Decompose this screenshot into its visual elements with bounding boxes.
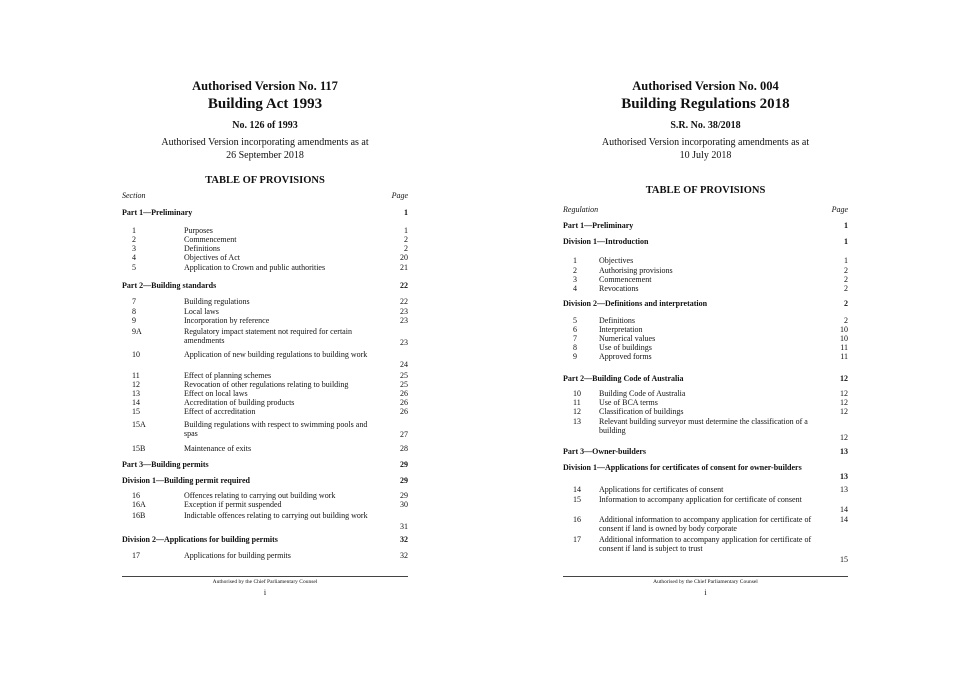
provision-number: 11 [132, 371, 140, 380]
left-amend-line2: 26 September 2018 [226, 150, 304, 161]
provision-title: Offences relating to carrying out building work [184, 491, 336, 500]
page-number: 10 [840, 325, 848, 334]
page-number: 25 [400, 380, 408, 389]
page-number: 2 [844, 266, 848, 275]
provision-title: Classification of buildings [599, 407, 684, 416]
right-col-regulation: Regulation [563, 205, 599, 214]
provision-number: 12 [132, 380, 140, 389]
provision-number: 14 [573, 485, 581, 494]
provision-title: Objectives of Act [184, 253, 240, 262]
provision-title: Authorising provisions [599, 266, 673, 275]
provision-number: 16A [132, 500, 146, 509]
provision-title: Part 1—Preliminary [563, 221, 634, 230]
right-col-page: Page [831, 205, 848, 214]
provision-title: Accreditation of building products [184, 398, 295, 407]
page-number: 28 [400, 444, 408, 453]
provision-title: Incorporation by reference [184, 316, 270, 325]
provision-title: Effect on local laws [184, 389, 248, 398]
right-title: Building Regulations 2018 [621, 96, 790, 112]
provision-title: Application of new building regulations to building work [184, 350, 368, 359]
provision-title: Part 2—Building standards [122, 281, 217, 290]
left-footer-rule [122, 576, 408, 577]
provision-title: Use of buildings [599, 343, 652, 352]
provision-title: Revocation of other regulations relating to building [184, 380, 349, 389]
provision-title: Commencement [184, 235, 237, 244]
provision-title: Effect of planning schemes [184, 371, 272, 380]
provision-number: 15B [132, 444, 146, 453]
provision-title: Additional information to accompany application for certificate of consent if land is owned by body corporate [599, 515, 812, 533]
provision-number: 15 [132, 407, 140, 416]
provision-number: 3 [132, 244, 136, 253]
page-number: 23 [400, 307, 408, 316]
page-number: 32 [400, 551, 408, 560]
page-number: 24 [400, 360, 408, 369]
page-number: 10 [840, 334, 848, 343]
page-number: 12 [840, 389, 848, 398]
left-col-page: Page [391, 191, 408, 200]
page-number: 2 [404, 244, 408, 253]
page-number: 2 [404, 235, 408, 244]
provision-title: Division 1—Introduction [563, 237, 649, 246]
provision-title: Application to Crown and public authorities [184, 263, 326, 272]
provision-number: 13 [132, 389, 140, 398]
right-version: Authorised Version No. 004 [632, 79, 779, 93]
provision-number: 2 [132, 235, 136, 244]
page-number: 27 [400, 430, 408, 439]
provision-number: 14 [132, 398, 140, 407]
provision-title: Local laws [184, 307, 219, 316]
provision-title: Relevant building surveyor must determine the classification of a building [599, 417, 808, 435]
provision-number: 17 [573, 535, 581, 544]
provision-number: 15 [573, 495, 581, 504]
provision-number: 4 [573, 284, 577, 293]
page-number: 1 [404, 226, 408, 235]
provision-number: 5 [132, 263, 136, 272]
page-number: 32 [400, 535, 408, 544]
provision-number: 7 [132, 297, 136, 306]
page-number: 11 [840, 343, 848, 352]
left-title: Building Act 1993 [207, 96, 323, 112]
page-number: 2 [844, 316, 848, 325]
page-number: 22 [400, 297, 408, 306]
provision-title: Part 3—Owner-builders [563, 447, 647, 456]
left-footer-text: Authorised by the Chief Parliamentary Counsel [212, 579, 318, 585]
provision-title: Definitions [599, 316, 635, 325]
provision-number: 11 [573, 398, 581, 407]
provision-title: Part 2—Building Code of Australia [563, 374, 684, 383]
provision-number: 16 [132, 491, 140, 500]
provision-number: 10 [573, 389, 581, 398]
page-number: 13 [840, 447, 848, 456]
left-amend-line1: Authorised Version incorporating amendments as at [161, 137, 369, 148]
page-number: 14 [840, 515, 848, 524]
right-toc-heading: TABLE OF PROVISIONS [645, 185, 766, 196]
page-number: 25 [400, 371, 408, 380]
page-number: 21 [400, 263, 408, 272]
provision-title: Numerical values [599, 334, 656, 343]
left-col-section: Section [122, 191, 146, 200]
provision-number: 9 [573, 352, 577, 361]
provision-number: 15A [132, 420, 146, 429]
page-number: 29 [400, 460, 408, 469]
provision-number: 13 [573, 417, 581, 426]
provision-number: 7 [573, 334, 577, 343]
provision-title: Division 1—Applications for certificates of consent for owner-builders [563, 463, 802, 472]
provision-title: Indictable offences relating to carrying out building work [184, 511, 368, 520]
provision-number: 2 [573, 266, 577, 275]
page-number: 30 [400, 500, 408, 509]
page-number: 1 [844, 237, 848, 246]
page-number: 23 [400, 338, 408, 347]
page-number: 13 [840, 485, 848, 494]
page-number: 12 [840, 433, 848, 442]
right-footer-text: Authorised by the Chief Parliamentary Counsel [653, 579, 758, 585]
provision-number: 3 [573, 275, 577, 284]
right-folio: i [704, 588, 707, 597]
right-page [563, 75, 848, 605]
page-number: 20 [400, 253, 408, 262]
provision-number: 9A [132, 327, 142, 336]
provision-title: Building regulations with respect to swimming pools and spas [184, 420, 368, 438]
left-toc-heading: TABLE OF PROVISIONS [205, 175, 325, 186]
left-page [122, 75, 408, 605]
page-number: 14 [840, 505, 848, 514]
page-number: 26 [400, 407, 408, 416]
page-number: 15 [840, 555, 848, 564]
right-amend-line1: Authorised Version incorporating amendments as at [601, 137, 810, 148]
provision-number: 1 [573, 256, 577, 265]
provision-title: Applications for certificates of consent [599, 485, 724, 494]
left-version: Authorised Version No. 117 [192, 79, 338, 93]
provision-title: Interpretation [599, 325, 643, 334]
provision-title: Information to accompany application for certificate of consent [599, 495, 802, 504]
provision-number: 6 [573, 325, 577, 334]
provision-title: Division 2—Definitions and interpretation [563, 299, 708, 308]
page-number: 31 [400, 522, 408, 531]
provision-number: 12 [573, 407, 581, 416]
page-number: 13 [840, 472, 848, 481]
provision-number: 9 [132, 316, 136, 325]
page-number: 2 [844, 275, 848, 284]
provision-title: Use of BCA terms [599, 398, 658, 407]
page-number: 1 [844, 256, 848, 265]
provision-title: Maintenance of exits [184, 444, 252, 453]
provision-title: Objectives [599, 256, 634, 265]
page-number: 22 [400, 281, 408, 290]
provision-title: Building regulations [184, 297, 250, 306]
provision-title: Division 1—Building permit required [122, 476, 250, 485]
page-number: 29 [400, 476, 408, 485]
provision-number: 16 [573, 515, 581, 524]
provision-title: Purposes [184, 226, 213, 235]
provision-number: 16B [132, 511, 146, 520]
page-number: 2 [844, 284, 848, 293]
page-number: 1 [404, 208, 408, 217]
provision-title: Approved forms [599, 352, 652, 361]
left-folio: i [263, 588, 267, 597]
page-number: 12 [840, 398, 848, 407]
page-number: 26 [400, 389, 408, 398]
provision-title: Exception if permit suspended [184, 500, 282, 509]
page-number: 2 [844, 299, 848, 308]
provision-number: 10 [132, 350, 140, 359]
provision-title: Definitions [184, 244, 220, 253]
left-number: No. 126 of 1993 [232, 120, 298, 131]
page-number: 23 [400, 316, 408, 325]
right-number: S.R. No. 38/2018 [670, 120, 741, 131]
page-number: 29 [400, 491, 408, 500]
provision-number: 4 [132, 253, 136, 262]
provision-number: 8 [132, 307, 136, 316]
provision-title: Building Code of Australia [599, 389, 686, 398]
provision-title: Commencement [599, 275, 652, 284]
page-number: 12 [840, 407, 848, 416]
right-footer-rule [563, 576, 848, 577]
provision-title: Effect of accreditation [184, 407, 256, 416]
provision-title: Part 1—Preliminary [122, 208, 193, 217]
provision-number: 8 [573, 343, 577, 352]
provision-number: 1 [132, 226, 136, 235]
right-amend-line2: 10 July 2018 [679, 150, 732, 161]
page-number: 12 [840, 374, 848, 383]
provision-title: Division 2—Applications for building permits [122, 535, 278, 544]
provision-title: Applications for building permits [184, 551, 291, 560]
page-number: 26 [400, 398, 408, 407]
provision-title: Revocations [599, 284, 639, 293]
provision-number: 5 [573, 316, 577, 325]
provision-title: Additional information to accompany application for certificate of consent if land is subject to trust [599, 535, 812, 553]
page-number: 11 [840, 352, 848, 361]
provision-title: Part 3—Building permits [122, 460, 209, 469]
provision-title: Regulatory impact statement not required for certain amendments [184, 327, 352, 345]
provision-number: 17 [132, 551, 140, 560]
page-number: 1 [844, 221, 848, 230]
